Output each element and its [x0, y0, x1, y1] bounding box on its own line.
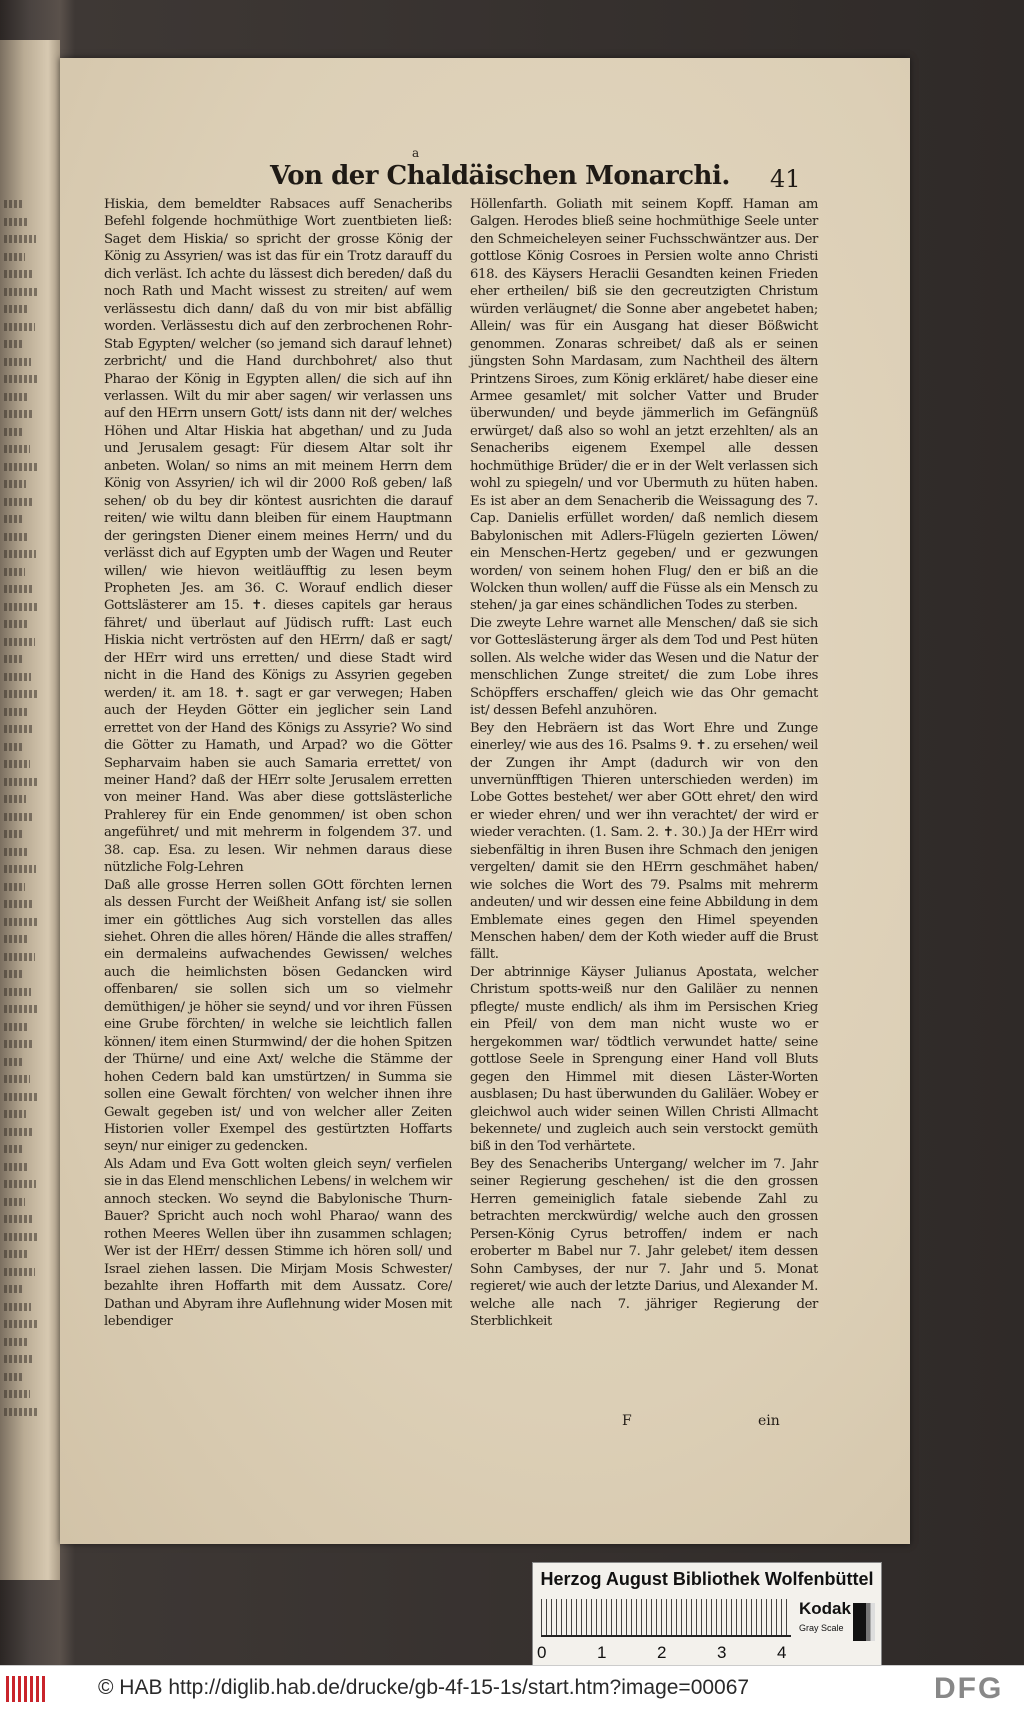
adjacent-page-text-fragment: [4, 603, 39, 611]
adjacent-page-text-fragment: [4, 1408, 37, 1416]
adjacent-page-text-fragment: [4, 1320, 38, 1328]
adjacent-page-text-fragment: [4, 340, 24, 348]
ruler-number: 3: [717, 1643, 727, 1662]
adjacent-page-text-fragment: [4, 918, 39, 926]
adjacent-page-edge: [0, 40, 60, 1580]
adjacent-page-text-fragment: [4, 1233, 39, 1241]
signature-mark: F: [622, 1413, 632, 1429]
adjacent-page-text-fragment: [4, 375, 38, 383]
ruler-number: 1: [597, 1643, 607, 1662]
adjacent-page-text-fragment: [4, 970, 24, 978]
adjacent-page-text-fragment: [4, 200, 22, 208]
adjacent-page-text-fragment: [4, 253, 25, 261]
adjacent-page-text-fragment: [4, 900, 32, 908]
adjacent-page-text-fragment: [4, 1058, 23, 1066]
adjacent-page-text-fragment: [4, 620, 28, 628]
adjacent-page-text-fragment: [4, 638, 35, 646]
adjacent-page-text-fragment: [4, 1128, 33, 1136]
adjacent-page-text-fragment: [4, 393, 27, 401]
adjacent-page-text-fragment: [4, 1215, 32, 1223]
paragraph: Hiskia, dem bemeldter Rabsaces auff Senacheribs Befehl folgende hochmüthige Wort zuentbieten ließ: Saget dem Hiskia/ so spricht der grosse König der König zu Assyrien/ was ist das für ein Trotz darauff du dich verläst. Ich achte du lässest dich bereden/ daß du noch Rath und Macht wissest zu streiten/ auf wem verlässestu dich dann/ daß du von mir bist abfällig worden. Verlässestu dich auf den zerbrochenen Rohr-Stab Egypten/ welcher (so jemand sich darauf lehnet) zerbricht/ und die Hand durchbohret/ also thut Pharao der König in Egypten allen/ die sich auf ihn verlassen. Wilt du mir aber sagen/ wir verlassen uns auf den HErrn unsern Gott/ ists dann nit der/ welches Höhen und Altar Hiskia hat abgethan/ und zu Juda und Jerusalem gesagt: Für diesem Altar solt ihr anbeten. Wolan/ so nims an mit meinem Herrn dem König von Assyrien/ ich wil dir 2000 Roß geben/ laß sehen/ ob du bey dir köntest ausrichten die darauf reiten/ wie wiltu dann bleiben für einem Hauptmann der geringsten Diener einem meines Herrn/ und du verlässt dich auf Egypten umb der Wagen und Reuter willen/ wie hievon weitläufftig zu lesen beym Propheten Jes. am 36. C. Worauf endlich dieser Gottslästerer am 15. ✝. dieses capitels gar heraus fähret/ und überlaut auf Jüdisch rufft: Last euch Hiskia nicht vertrösten auf den HErrn/ daß er sagt/ der HErr wird uns erretten/ und diese Stadt wird nicht in die Hand des Königs zu Assyrien gegeben werden/ it. am 18. ✝. sagt er gar verwegen; Haben auch der Heyden Götter ein jeglicher sein Land errettet von der Hand des Königs zu Assyrie? Wo sind die Götter zu Hamath, und Arpad? wo die Götter Sepharvaim haben sie auch Samaria errettet/ von meiner Hand? daß der HErr solte Jerusalem erretten von meiner Hand. Was aber diese gottslästerliche Prahlerey für ein Ende genommen/ ist oben schon angeführet/ und mit mehrerm in folgendem 37. und 38. cap. Esa. zu lesen. Wir nehmen daraus diese nützliche Folg-Lehren: [104, 197, 452, 876]
adjacent-page-text-fragment: [4, 1303, 31, 1311]
adjacent-page-text-fragment: [4, 795, 26, 803]
adjacent-page-text-fragment: [4, 323, 35, 331]
adjacent-page-text-fragment: [4, 1075, 30, 1083]
adjacent-page-text-fragment: [4, 708, 27, 716]
adjacent-page-text-fragment: [4, 463, 37, 471]
paragraph: Der abtrinnige Käyser Julianus Apostata, welcher Christum spotts-weiß nur den Galiläer zu nennen pflegte/ muste endlich/ als ihm im Persischen Krieg ein Pfeil/ von dem man nicht wuste wo er hergekommen war/ tödtlich verwundet hatte/ seine gottlose Seele in Sprengung einer Hand voll Bluts gegen den Himmel mit diesen Läster-Worten ausblasen; Du hast überwunden du Galiläer. Wobey er gleichwol auch wider seinen Willen Christi Allmacht bekennete/ und zugleich auch sein verstockt gemüth biß in den Tod verhärtete.: [470, 964, 818, 1155]
running-head: Von der Chaldäischen Monarchi.: [270, 161, 730, 191]
viewer-footer: [0, 1665, 1024, 1714]
adjacent-page-text-fragment: [4, 235, 36, 243]
dfg-logo: DFG: [934, 1672, 1004, 1705]
adjacent-page-text-fragment: [4, 585, 32, 593]
adjacent-page-text-fragment: [4, 288, 39, 296]
ruler-number: 0: [537, 1643, 547, 1662]
kodak-logo: Kodak: [799, 1599, 851, 1618]
adjacent-page-text-fragment: [4, 1163, 29, 1171]
ruler-ticks: [541, 1599, 791, 1635]
gray-scale-swatch: [853, 1603, 875, 1641]
paragraph: Als Adam und Eva Gott wolten gleich seyn/ verfielen sie in das Elend menschlichen Lebens/ in welchem wir annoch stecken. Wo seynd die Babylonische Thurn-Bauer? Spricht auch noch wohl Pharao/ wann des rothen Meeres Wellen über ihn zusammen schlagen; Wer ist der HErr/ dessen Stimme ich hören soll/ und Israel ziehen lassen. Die Mirjam Mosis Schwester/ bezahlte ihren Hoffarth mit dem Aussatz. Core/ Dathan und Abyram ihre Auflehnung wider Mosen mit lebendiger: [104, 1156, 452, 1329]
adjacent-page-text-fragment: [4, 1338, 27, 1346]
top-mark: a: [412, 146, 420, 160]
adjacent-page-text-fragment: [4, 305, 28, 313]
adjacent-page-text-fragment: [4, 1005, 38, 1013]
adjacent-page-text-fragment: [4, 1355, 34, 1363]
adjacent-page-text-fragment: [4, 1198, 25, 1206]
adjacent-page-text-fragment: [4, 358, 31, 366]
ruler-number: 4: [777, 1643, 787, 1662]
adjacent-page-text-fragment: [4, 743, 23, 751]
adjacent-page-text-fragment: [4, 865, 36, 873]
paragraph: Höllenfarth. Goliath mit seinem Kopff. Haman am Galgen. Herodes bließ seine hochmüthige Seele unter den Schmeicheleyen seiner Fuchsschwäntzer aus. Der gottlose König Cosroes in Persien wolte anno Christi 618. des Käysers Heraclii Gesandten keinen Frieden eher ertheilen/ biß sie den gecreutzigten Christum würden verläugnet/ die Sonne aber angebetet haben; Allein/ was für ein Ausgang hat dieser Bößwicht genommen. Zonaras schreibet/ daß als er seinen jüngsten Sohn Mardasam, zum Nachtheil des ältern Printzens Siroes, zum König erkläret/ habe dieser eine Armee gesamlet/ mit solcher Vatter und Bruder überwunden/ und beyde jämmerlich im Gefängnüß erwürget/ daß also so wohl an jetzt erzehlten/ als an Senacheribs eigenem Exempel alle dessen hochmüthige Brüder/ die er in der Welt verlassen sich wohl zu spiegeln/ und vor Ubermuth zu hüten haben. Es ist aber an dem Senacherib die Weissagung des 7. Cap. Danielis erfüllet worden/ daß nemlich diesem Babylonischen mit Adlers-Flügeln gezierten Löwen/ ein Menschen-Hertz gegeben/ und er gezwungen worden/ von seinem hohen Flug/ den er biß an die Wolcken thun wollen/ auff die Füsse als ein Mensch zu stehen/ ja gar eines schändlichen Todes zu sterben.: [470, 197, 818, 614]
adjacent-page-text-fragment: [4, 270, 32, 278]
adjacent-page-text-fragment: [4, 1373, 23, 1381]
adjacent-page-text-fragment: [4, 550, 36, 558]
adjacent-page-text-fragment: [4, 1093, 37, 1101]
catchword: ein: [758, 1413, 780, 1429]
adjacent-page-text-fragment: [4, 1180, 36, 1188]
adjacent-page-text-fragment: [4, 410, 34, 418]
adjacent-page-text-fragment: [4, 953, 35, 961]
adjacent-page-text-fragment: [4, 778, 37, 786]
adjacent-page-text-fragment: [4, 1040, 34, 1048]
adjacent-page-text-fragment: [4, 883, 25, 891]
adjacent-page-text-fragment: [4, 515, 22, 523]
adjacent-page-text-fragment: [4, 1023, 27, 1031]
paragraph: Bey des Senacheribs Untergang/ welcher im 7. Jahr seiner Regierung geschehen/ ist die den grossen Herren gemeiniglich fatale siebende Zahl zu betrachten merckwürdig/ welche auch den grossen Persen-König Cyrus betroffen/ indem er nach eroberter m Babel nur 7. Jahr gelebet/ item dessen Sohn Cambyses, der nur 7. Jahr und 5. Monat regieret/ wie auch der letzte Darius, und Alexander M. welche alle nach 7. jähriger Regierung der Sterblichkeit: [470, 1156, 818, 1329]
adjacent-page-text-fragment: [4, 760, 30, 768]
adjacent-page-text-fragment: [4, 1110, 26, 1118]
paragraph: Die zweyte Lehre warnet alle Menschen/ daß sie sich vor Gotteslästerung ärger als dem Tod und Pest hüten sollen. Als welche wider das Wesen und die Natur der menschlichen Zunge streitet/ die zum Lobe ihres Schöpffers erschaffen/ gleich wie das Ohr gemacht ist/ dessen Befehl anzuhören.: [470, 615, 818, 719]
adjacent-page-text-fragment: [4, 568, 25, 576]
adjacent-page-text-fragment: [4, 1145, 22, 1153]
gray-scale-label: Gray Scale: [799, 1623, 844, 1633]
adjacent-page-text-fragment: [4, 218, 29, 226]
left-text-column: [104, 196, 452, 1330]
right-text-column: [470, 196, 818, 1330]
adjacent-page-text-fragment: [4, 1285, 24, 1293]
adjacent-page-text-fragment: [4, 1268, 35, 1276]
adjacent-page-text-fragment: [4, 445, 30, 453]
paragraph: Bey den Hebräern ist das Wort Ehre und Zunge einerley/ wie aus des 16. Psalms 9. ✝. zu ersehen/ weil der Zungen ihr Ampt (dadurch wir von den unvernünfftigen Thieren unterschieden werden) im Lobe Gottes bestehet/ wer aber GOtt ehret/ den wird er wieder ehren/ und wer ihn verachtet/ der wird er wieder verachten. (1. Sam. 2. ✝. 30.) Ja der HErr wird siebenfältig in ihren Busen ihre Schmach den jenigen vergelten/ damit sie den HErrn geschmähet haben/ wie solches die Wort des 79. Psalms mit mehrerm andeuten/ und wir dessen eine feine Abbildung in dem Emblemate eines gegen den Himel speyenden Menschen haben/ dem der Koth wieder auff die Brust fällt.: [470, 720, 818, 963]
adjacent-page-text-fragment: [4, 690, 38, 698]
library-name: Herzog August Bibliothek Wolfenbüttel: [540, 1569, 874, 1589]
adjacent-page-text-fragment: [4, 830, 22, 838]
page-number: 41: [770, 165, 801, 193]
adjacent-page-text-fragment: [4, 988, 31, 996]
adjacent-page-text-fragment: [4, 498, 33, 506]
adjacent-page-text-fragment: [4, 428, 23, 436]
adjacent-page-text-fragment: [4, 1390, 30, 1398]
source-link[interactable]: © HAB http://diglib.hab.de/drucke/gb-4f-15-1s/start.htm?image=00067: [98, 1676, 750, 1699]
adjacent-page-text-fragment: [4, 533, 29, 541]
paragraph: Daß alle grosse Herren sollen GOtt förchten lernen als dessen Furcht der Weißheit Anfang ist/ sie sollen imer ein göttliches Aug sich vorstellen das alles siehet. Ohren die alles hören/ Hände die alles straffen/ ein dermaleins aufwachendes Gewissen/ welches auch die heimlichsten bösen Gedancken wird offenbaren/ sie sollen sich um so vielmehr demüthigen/ je höher sie seynd/ und vor ihren Füssen eine Grube förchten/ in welche sie leichtlich fallen können/ item einen Sturmwind/ der die hohen Spitzen der Thürne/ und eine Axt/ welche die Stämme der hohen Cedern bald kan umstürtzen/ in Summa sie sollen eine Gewalt förchten/ von welcher ihnen ihre Gewalt gegeben ist/ und von welcher aller Zeiten Historien voller Exempel des gestürtzten Hoffarts seyn/ nur einiger zu gedencken.: [104, 877, 452, 1155]
adjacent-page-text-fragment: [4, 673, 31, 681]
stripes-logo-icon: [6, 1676, 46, 1702]
adjacent-page-text-fragment: [4, 480, 26, 488]
adjacent-page-text-fragment: [4, 813, 33, 821]
adjacent-page-text-fragment: [4, 655, 24, 663]
adjacent-page-text-fragment: [4, 1250, 28, 1258]
color-reference-card: [532, 1562, 882, 1678]
adjacent-page-text-fragment: [4, 725, 34, 733]
adjacent-page-text-fragment: [4, 848, 29, 856]
ruler-baseline: [541, 1635, 791, 1637]
adjacent-page-text-fragment: [4, 935, 28, 943]
ruler-number: 2: [657, 1643, 667, 1662]
